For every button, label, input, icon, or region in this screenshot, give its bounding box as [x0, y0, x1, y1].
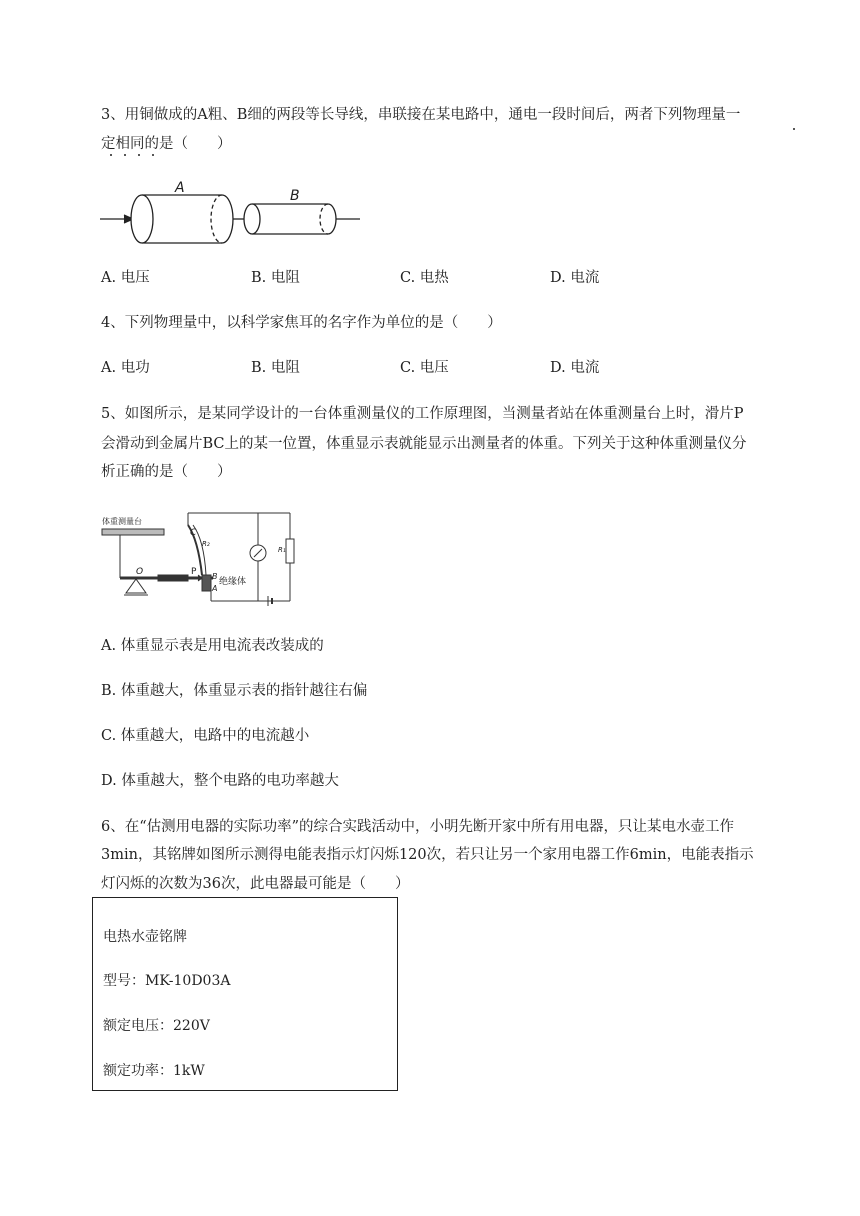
label-r1: R₁ [278, 546, 286, 554]
label-p: P [191, 567, 197, 577]
wire-a-back-end [222, 195, 233, 243]
emphasis-dot [793, 128, 795, 130]
label-b: B [212, 572, 218, 581]
emphasis-dot [110, 154, 112, 156]
label-o: O [136, 567, 144, 577]
q6-text-line3: 灯闪烁的次数为36次，此电器最可能是（ ） [101, 876, 410, 892]
q5-text-line1: 5、如图所示，是某同学设计的一台体重测量仪的工作原理图，当测量者站在体重测量台上时，滑片P [101, 406, 744, 422]
q5-option-c: C. 体重越大，电路中的电流越小 [101, 728, 310, 744]
q4-option-c: C. 电压 [400, 360, 449, 376]
wire-b-hidden-edge [320, 204, 328, 234]
nameplate-power: 额定功率：1kW [103, 1063, 205, 1079]
kettle-nameplate [92, 897, 398, 1091]
insulator-block [202, 575, 211, 591]
lever-weight [158, 575, 188, 581]
nameplate-title: 电热水壶铭牌 [103, 929, 187, 945]
wire-a-hidden-edge [211, 195, 222, 243]
wire-a-front-end [131, 195, 153, 243]
q3-option-b: B. 电阻 [251, 270, 300, 286]
q6-text-line2: 3min，其铭牌如图所示测得电能表指示灯闪烁120次，若只让另一个家用电器工作6min，电能表指示 [101, 847, 754, 863]
fulcrum-pivot [126, 579, 146, 593]
q3-wire-figure [100, 180, 370, 260]
q5-option-b: B. 体重越大，体重显示表的指针越往右偏 [101, 683, 368, 699]
wire-b-back-end [328, 204, 336, 234]
platform-label: 体重测量台 [102, 517, 142, 526]
nameplate-model: 型号：MK-10D03A [103, 973, 231, 989]
emphasis-dot [152, 154, 154, 156]
q3-option-a: A. 电压 [101, 270, 150, 286]
slider-arrow-icon [198, 575, 202, 581]
platform-plate [102, 529, 164, 535]
q5-option-a: A. 体重显示表是用电流表改装成的 [101, 638, 324, 654]
label-c: C [190, 528, 197, 538]
q3-text-line1: 3、用铜做成的A粗、B细的两段等长导线，串联接在某电路中，通电一段时间后，两者下列物理量一 [101, 107, 741, 123]
q4-text-line1: 4、下列物理量中，以科学家焦耳的名字作为单位的是（ ） [101, 315, 502, 331]
q4-option-a: A. 电功 [101, 360, 150, 376]
q3-text-line2: 定相同的是（ ） [101, 136, 232, 152]
q4-option-b: B. 电阻 [251, 360, 300, 376]
q6-text-line1: 6、在“估测用电器的实际功率”的综合实践活动中，小明先断开家中所有用电器，只让某电水壶工作 [101, 819, 735, 835]
label-a: A [212, 584, 218, 593]
nameplate-voltage: 额定电压：220V [103, 1018, 210, 1034]
wire-b-front-end [244, 204, 260, 234]
q5-text-line2: 会滑动到金属片BC上的某一位置，体重显示表就能显示出测量者的体重。下列关于这种体重测量仪分 [101, 436, 747, 452]
q3-option-c: C. 电热 [400, 270, 449, 286]
resistor-r1 [286, 539, 294, 563]
q3-option-d: D. 电流 [550, 270, 600, 286]
emphasis-dot [124, 154, 126, 156]
wire-b-label: B [290, 188, 300, 204]
wire-a-label: A [175, 180, 185, 196]
q5-text-line3: 析正确的是（ ） [101, 464, 232, 480]
label-r2: R₂ [202, 540, 210, 548]
q5-scale-circuit-figure [98, 505, 304, 607]
emphasis-dot [138, 154, 140, 156]
q4-option-d: D. 电流 [550, 360, 600, 376]
insulator-label: 绝缘体 [219, 577, 247, 587]
q5-option-d: D. 体重越大，整个电路的电功率越大 [101, 773, 339, 789]
